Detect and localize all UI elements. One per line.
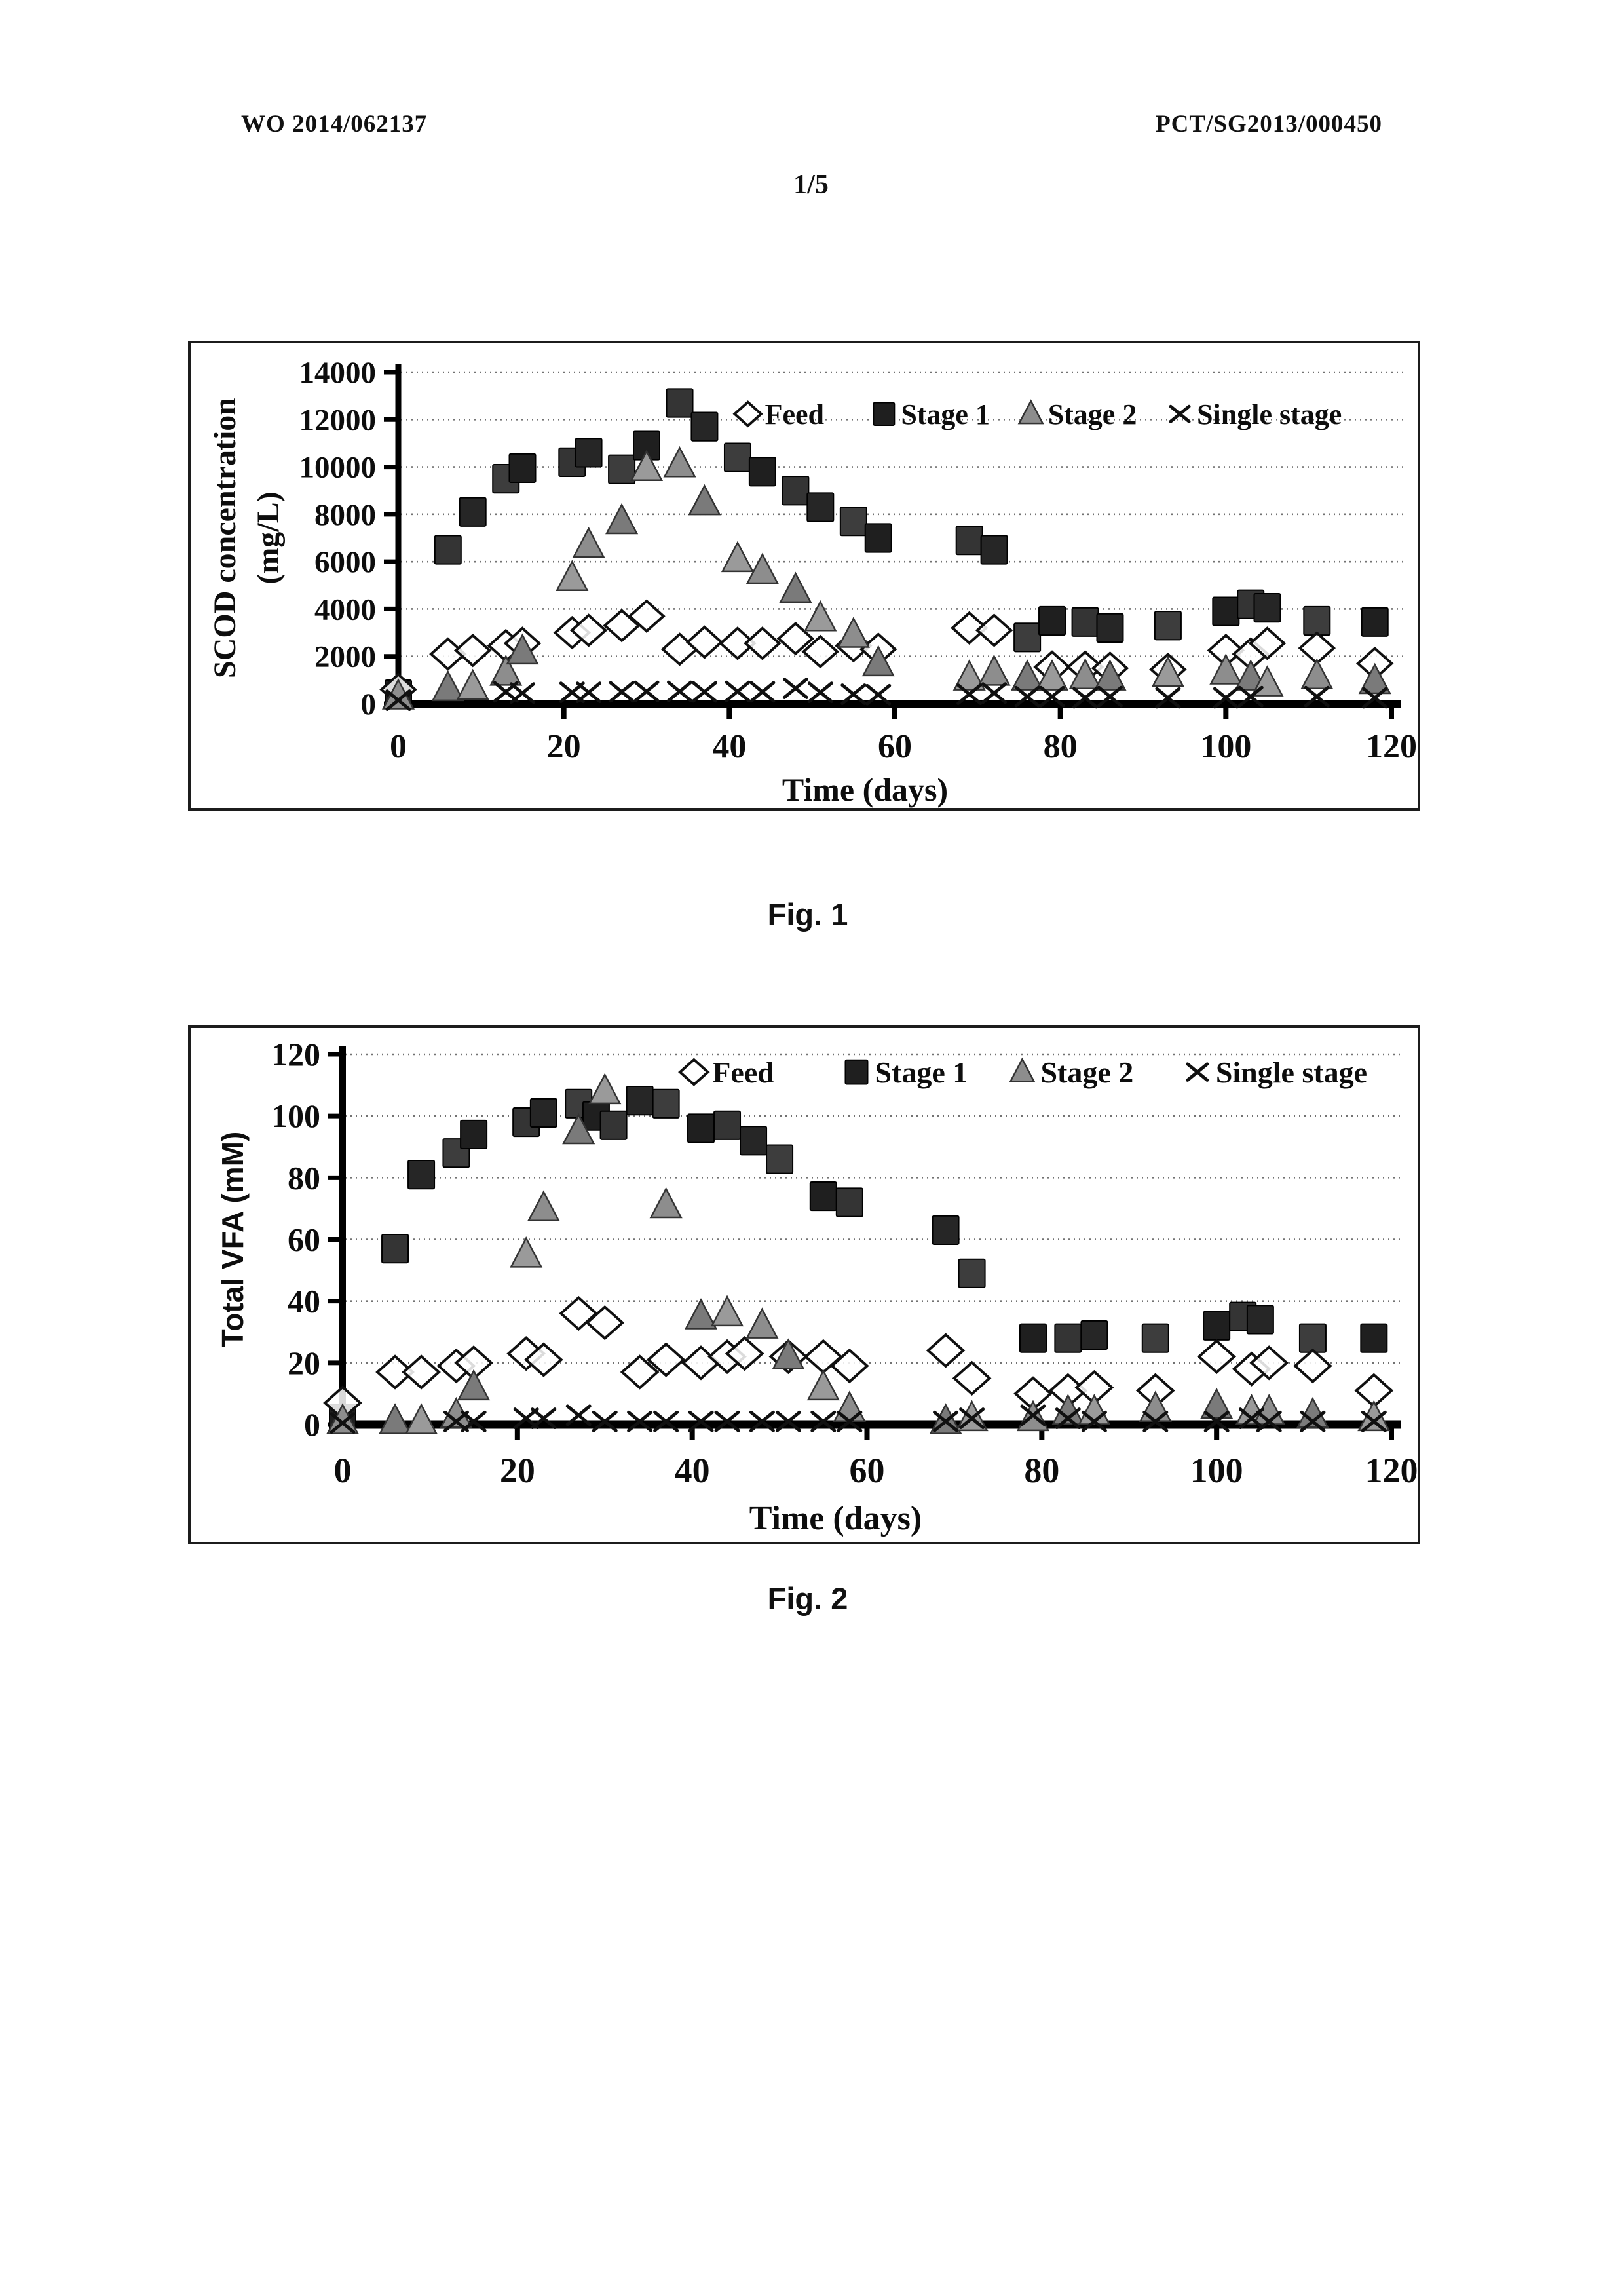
series-stage-2 [383,448,1390,709]
square-marker [1361,1324,1387,1352]
square-marker [714,1111,740,1139]
sheet-number: 1/5 [793,170,829,200]
square-marker [749,457,776,486]
square-marker [653,1090,679,1118]
square-marker [959,1259,985,1288]
square-marker [1213,597,1239,625]
square-marker [1203,1312,1230,1340]
triangle-marker [1359,1402,1389,1430]
x-axis-title: Time (days) [782,771,949,808]
triangle-marker [557,562,587,590]
y-tick-label: 2000 [314,640,376,674]
legend-label: Stage 2 [1040,1056,1134,1090]
square-marker [1300,1324,1326,1352]
y-axis-title: SCOD concentration [208,398,242,678]
legend-label: Single stage [1215,1056,1368,1090]
y-tick-label: 12000 [299,403,376,438]
y-tick-label: 100 [271,1098,320,1135]
triangle-marker [808,1371,839,1400]
triangle-marker [1211,655,1241,684]
x-tick-label: 20 [546,728,581,765]
y-tick-label: 0 [304,1406,320,1443]
triangle-marker [835,1392,865,1421]
square-marker [531,1099,557,1127]
square-marker [865,524,892,552]
triangle-marker [689,486,719,514]
x-tick-label: 40 [674,1451,710,1490]
square-marker [510,454,536,482]
square-marker [725,444,751,472]
triangle-marker [607,505,637,533]
diamond-marker [977,615,1011,645]
fig1-scod-chart [191,343,1418,808]
triangle-marker [511,1238,541,1267]
diamond-marker [734,402,761,426]
axes [328,1046,1401,1440]
square-marker [782,476,808,505]
figure-1-caption: Fig. 1 [767,897,848,932]
square-marker [408,1160,434,1189]
figure-1-frame [188,341,1420,811]
x-tick-label: 20 [499,1451,535,1490]
triangle-marker [1010,1059,1034,1081]
triangle-marker [805,602,835,631]
x-tick-label: 80 [1024,1451,1060,1490]
y-tick-label: 8000 [314,497,376,532]
square-marker [840,507,867,535]
diamond-marker [1295,1350,1330,1382]
y-tick-label: 80 [288,1159,320,1196]
diamond-marker [745,628,780,659]
triangle-marker [574,528,604,557]
square-marker [1304,607,1330,635]
triangle-marker [529,1192,559,1221]
square-marker [1362,608,1388,636]
square-marker [460,498,486,526]
square-marker [576,438,602,467]
x-tick-label: 0 [333,1451,352,1490]
y-tick-label: 40 [288,1282,320,1320]
x-tick-label: 120 [1366,728,1417,765]
square-marker [956,526,983,554]
square-marker [740,1126,766,1155]
y-axis-title: (mg/L) [251,491,286,584]
figure-2-caption: Fig. 2 [767,1581,848,1616]
triangle-marker [665,448,695,477]
legend-label: Stage 1 [875,1056,968,1090]
square-marker [1020,1324,1046,1352]
y-tick-label: 120 [271,1036,320,1073]
square-marker [1155,611,1181,640]
legend [680,1056,1367,1089]
triangle-marker [780,573,810,602]
y-tick-label: 4000 [314,592,376,627]
square-marker [1072,608,1099,636]
triangle-marker [458,670,488,699]
fig2-vfa-chart [191,1028,1418,1542]
triangle-marker [686,1300,716,1329]
square-marker [461,1120,487,1149]
series-stage-1 [330,1086,1387,1432]
triangle-marker [1019,401,1043,423]
publication-number: WO 2014/062137 [241,111,428,138]
x-tick-label: 100 [1200,728,1252,765]
triangle-marker [979,657,1009,685]
square-marker [810,1182,837,1210]
x-tick-label: 60 [849,1451,885,1490]
square-marker [807,493,833,521]
square-marker [601,1111,627,1139]
square-marker [766,1145,793,1173]
diamond-marker [404,1356,439,1388]
x-tick-label: 60 [878,728,912,765]
diamond-marker [1199,1341,1234,1372]
triangle-marker [380,1405,410,1434]
legend-label: Feed [712,1056,774,1090]
square-marker [688,1114,714,1142]
square-marker [933,1216,959,1244]
square-marker [1039,607,1065,635]
figure-2-frame [188,1025,1420,1544]
x-tick-label: 0 [390,728,407,765]
diamond-marker [680,1060,708,1084]
x-tick-label: 120 [1365,1451,1418,1490]
triangle-marker [712,1297,742,1326]
square-marker [845,1060,867,1084]
application-number: PCT/SG2013/000450 [1156,111,1382,138]
square-marker [873,402,894,425]
legend-label: Single stage [1197,398,1342,430]
triangle-marker [1302,660,1332,689]
diamond-marker [928,1335,964,1366]
square-marker [1014,623,1040,651]
square-marker [981,535,1008,564]
y-tick-label: 60 [288,1221,320,1258]
square-marker [667,389,693,417]
square-marker [627,1086,653,1115]
square-marker [1254,594,1281,622]
legend [734,398,1342,430]
y-axis-title: Total VFA (mM) [216,1131,250,1348]
square-marker [435,535,461,564]
triangle-marker [747,1309,777,1338]
y-tick-label: 14000 [299,356,376,390]
square-marker [1081,1321,1107,1349]
triangle-marker [839,619,869,647]
square-marker [1097,614,1123,642]
square-marker [609,455,635,484]
x-tick-label: 100 [1190,1451,1243,1490]
legend-label: Feed [764,398,825,430]
square-marker [1247,1305,1273,1333]
y-tick-label: 10000 [299,450,376,485]
diamond-marker [456,636,490,666]
y-tick-label: 6000 [314,545,376,580]
square-marker [1142,1324,1169,1352]
triangle-marker [590,1075,620,1103]
y-tick-label: 0 [360,687,376,721]
triangle-marker [406,1405,436,1434]
square-marker [1055,1324,1081,1352]
triangle-marker [723,543,753,571]
y-tick-label: 20 [288,1344,320,1381]
x-axis-title: Time (days) [749,1500,922,1537]
x-tick-label: 40 [712,728,747,765]
square-marker [691,413,717,441]
square-marker [837,1188,863,1216]
diamond-marker [954,1362,990,1394]
square-marker [382,1234,408,1263]
legend-label: Stage 1 [901,398,990,430]
legend-label: Stage 2 [1047,398,1137,430]
triangle-marker [651,1189,681,1217]
x-tick-label: 80 [1043,728,1078,765]
